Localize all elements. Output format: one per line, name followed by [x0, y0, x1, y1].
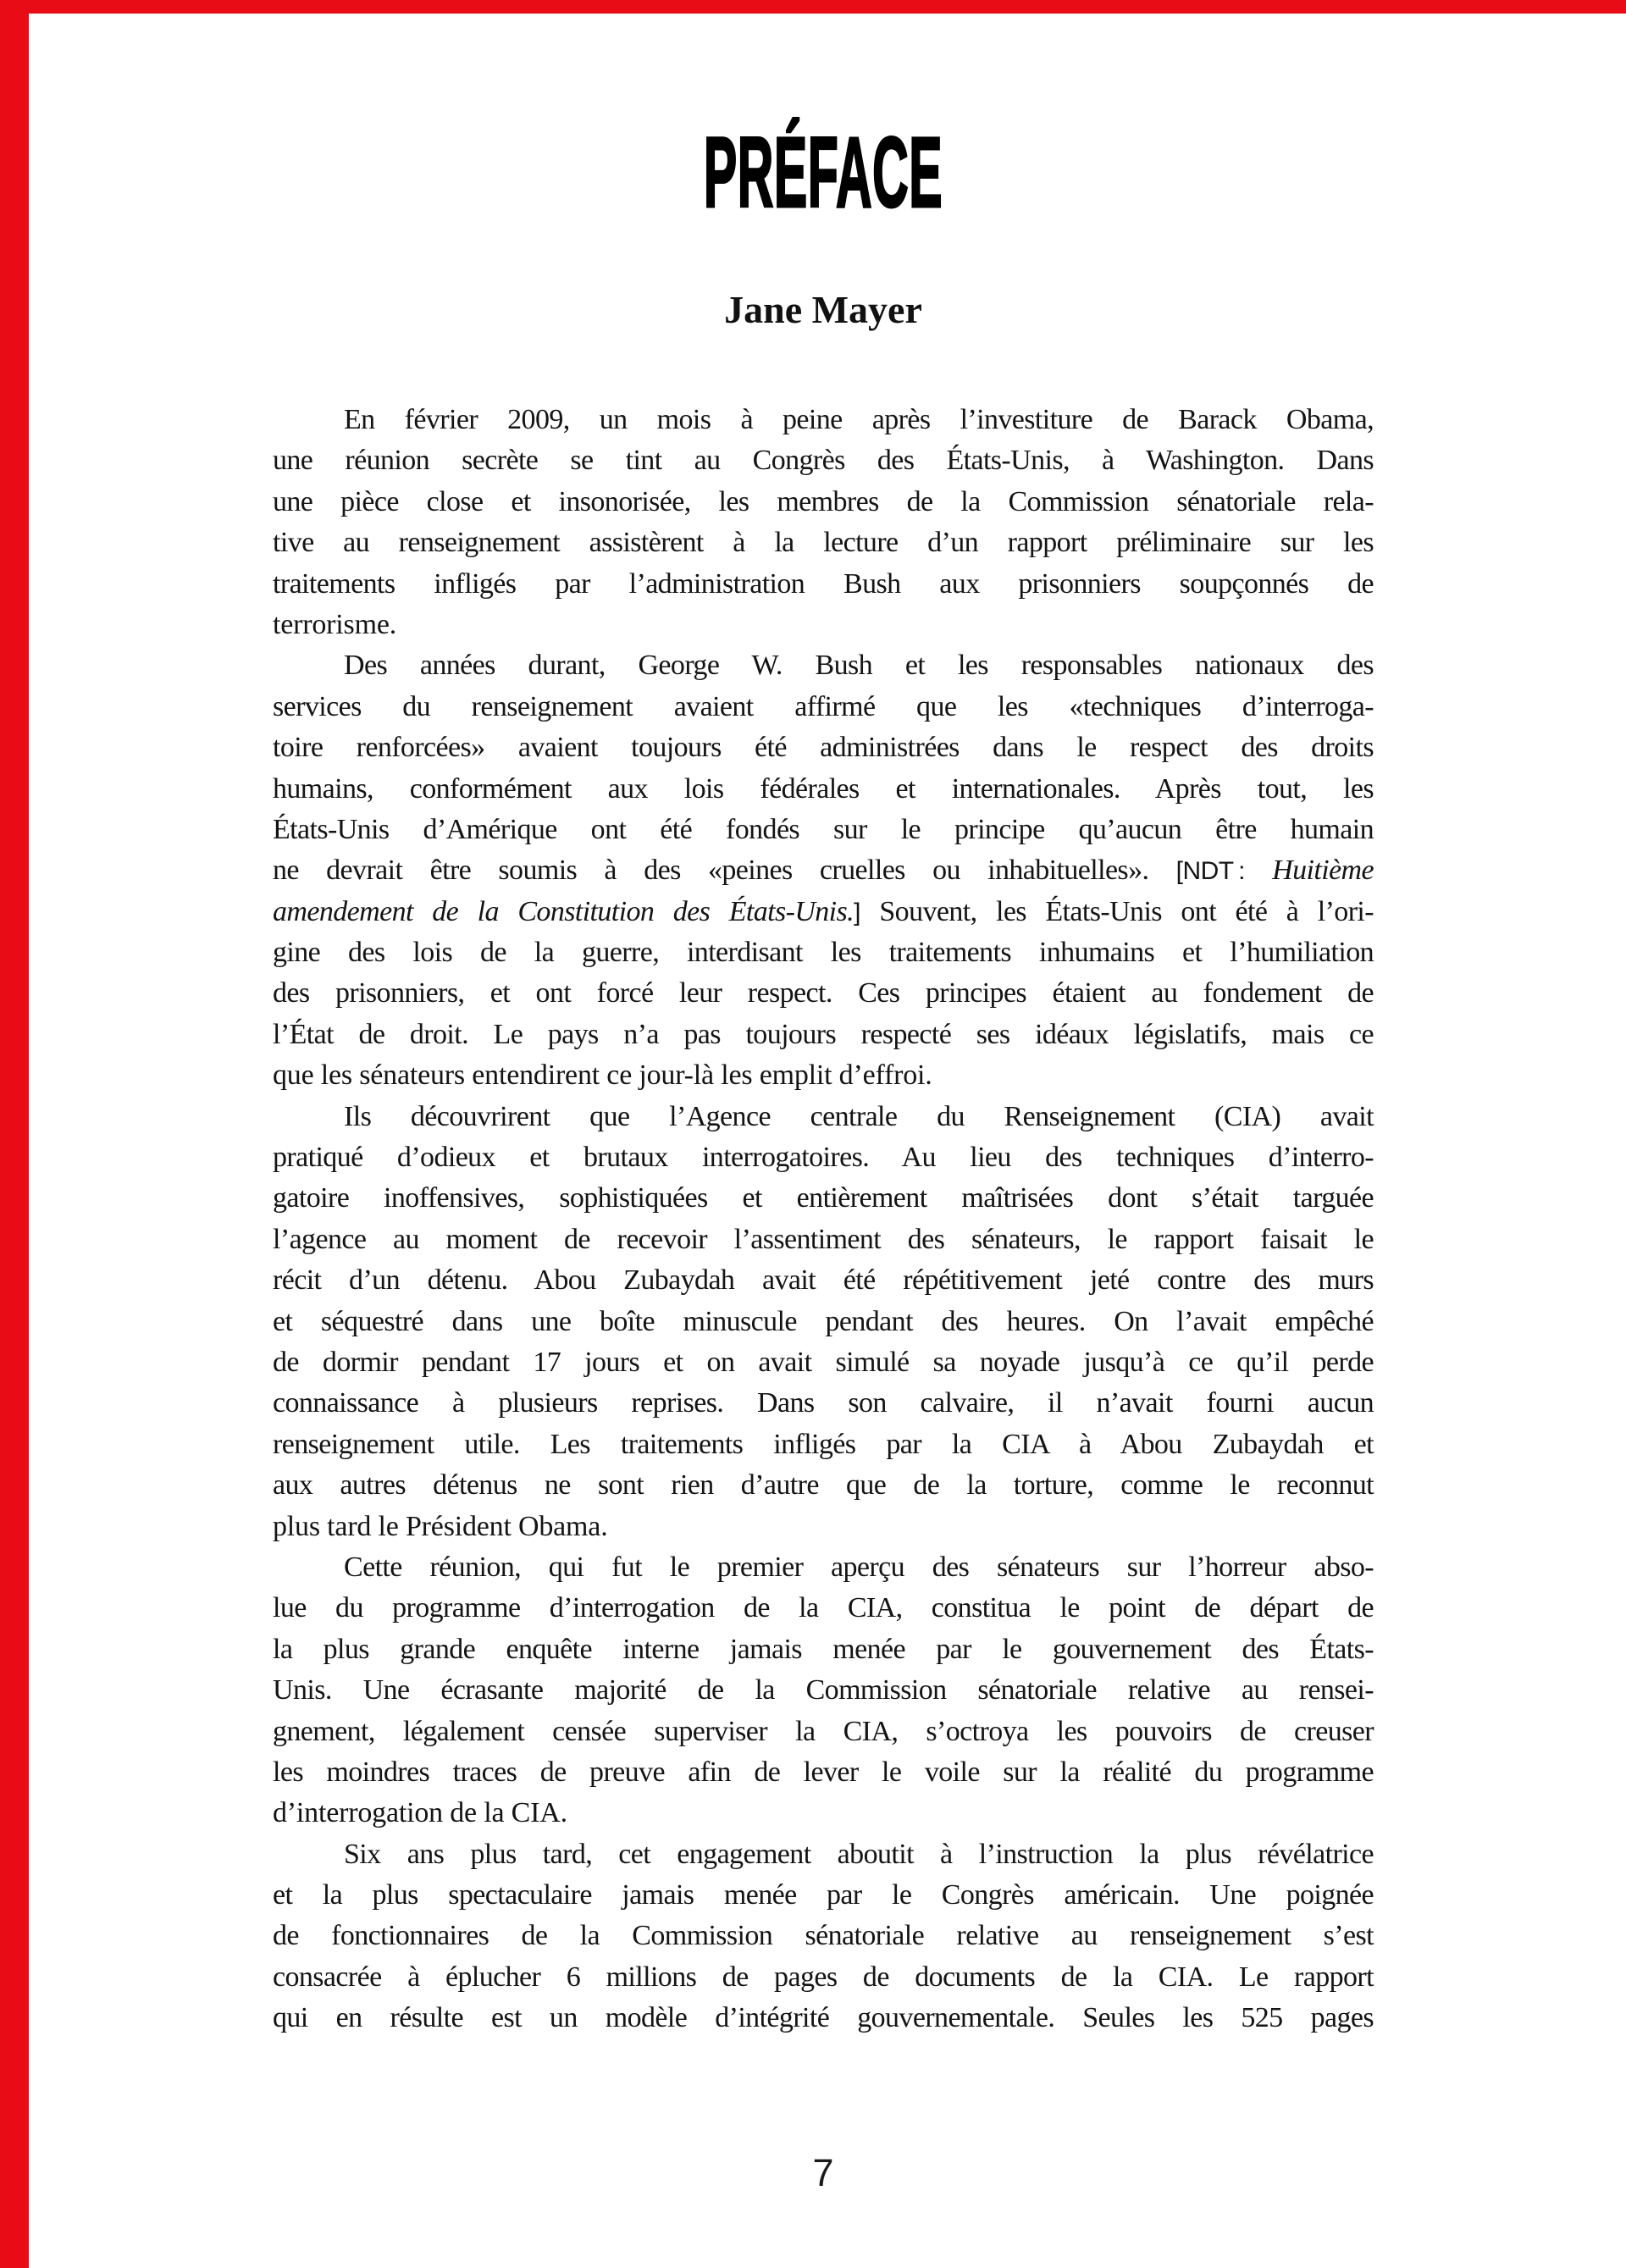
- text-segment: de dormir pendant 17 jours et on avait simulé sa noyade jusqu’à ce qu’il perde: [273, 1346, 1374, 1378]
- text-line: [273, 1178, 1374, 1219]
- text-line: [273, 482, 1374, 523]
- text-line: [273, 1834, 1374, 1875]
- paragraph: [273, 400, 1374, 645]
- text-line: [273, 1055, 1374, 1096]
- text-segment: Des années durant, George W. Bush et les responsables nationaux des: [344, 650, 1374, 682]
- text-segment: récit d’un détenu. Abou Zubaydah avait été répétitivement jeté contre des murs: [273, 1264, 1374, 1297]
- text-segment: la plus grande enquête interne jamais menée par le gouvernement des États-: [273, 1633, 1374, 1665]
- text-segment: gatoire inoffensives, sophistiquées et entièrement maîtrisées dont s’était targuée: [273, 1182, 1374, 1214]
- text-segment: Souvent, les États-Unis ont été à l’ori-: [860, 895, 1374, 927]
- text-line: [273, 1302, 1374, 1342]
- translator-note-marker: ]: [854, 898, 860, 927]
- page-number: 7: [812, 2151, 834, 2194]
- text-segment: les moindres traces de preuve afin de lever le voile sur la réalité du programme: [273, 1756, 1374, 1788]
- book-edge-left: [0, 0, 29, 2268]
- text-line: [273, 892, 1374, 932]
- text-line: [273, 850, 1374, 891]
- text-line: [273, 1916, 1374, 1956]
- text-line: [273, 1260, 1374, 1301]
- text-segment: Six ans plus tard, cet engagement aboutit à l’instruction la plus révélatrice: [344, 1838, 1374, 1870]
- text-segment: toire renforcées» avaient toujours été administrées dans le respect des droits: [273, 732, 1374, 764]
- text-line: [273, 1424, 1374, 1465]
- body-text: [273, 400, 1374, 2039]
- text-line: [273, 1507, 1374, 1547]
- text-segment: humains, conformément aux lois fédérales et internationales. Après tout, les: [273, 772, 1374, 805]
- text-segment: tive au renseignement assistèrent à la lecture d’un rapport préliminaire sur les: [273, 527, 1374, 559]
- text-line: [273, 605, 1374, 645]
- translator-note-marker: [NDT :: [1175, 857, 1273, 886]
- text-segment: l’agence au moment de recevoir l’assentiment des sénateurs, le rapport faisait le: [273, 1223, 1374, 1255]
- text-line: [273, 973, 1374, 1014]
- text-line: [273, 440, 1374, 481]
- chapter-title: PRÉFACE: [703, 117, 943, 229]
- text-segment: l’État de droit. Le pays n’a pas toujours respecté ses idéaux législatifs, mais ce: [273, 1018, 1374, 1050]
- paragraph: [273, 1547, 1374, 1834]
- text-line: [273, 1383, 1374, 1424]
- book-edge-top: [0, 0, 1626, 14]
- text-segment: traitements infligés par l’administration Bush aux prisonniers soupçonnés de: [273, 567, 1374, 600]
- text-line: [273, 1220, 1374, 1260]
- translator-note-italic: amendement de la Constitution des États-Unis.: [273, 895, 854, 927]
- text-line: [273, 1137, 1374, 1178]
- text-segment: pratiqué d’odieux et brutaux interrogatoires. Au lieu des techniques d’interro-: [273, 1142, 1374, 1174]
- paragraph: [273, 645, 1374, 1096]
- text-line: [273, 1670, 1374, 1711]
- text-line: [273, 1629, 1374, 1670]
- text-line: [273, 1998, 1374, 2038]
- text-segment: services du renseignement avaient affirmé que les «techniques d’interroga-: [273, 690, 1374, 722]
- text-line: [273, 1793, 1374, 1834]
- text-segment: gnement, légalement censée superviser la CIA, s’octroya les pouvoirs de creuser: [273, 1715, 1374, 1747]
- text-segment: que les sénateurs entendirent ce jour-là les emplit d’effroi.: [273, 1059, 932, 1092]
- text-line: [273, 1752, 1374, 1793]
- text-line: [273, 400, 1374, 440]
- text-segment: Unis. Une écrasante majorité de la Commission sénatoriale relative au rensei-: [273, 1674, 1374, 1707]
- text-segment: Cette réunion, qui fut le premier aperçu des sénateurs sur l’horreur abso-: [344, 1551, 1374, 1583]
- text-line: [273, 1588, 1374, 1629]
- text-line: [273, 769, 1374, 810]
- text-line: [273, 1342, 1374, 1383]
- text-line: [273, 645, 1374, 686]
- text-segment: terrorisme.: [273, 608, 397, 640]
- text-segment: aux autres détenus ne sont rien d’autre que de la torture, comme le reconnut: [273, 1469, 1374, 1502]
- author-name: Jane Mayer: [724, 288, 922, 331]
- paragraph: [273, 1834, 1374, 2039]
- text-line: [273, 1465, 1374, 1506]
- text-line: [273, 687, 1374, 727]
- text-line: [273, 523, 1374, 563]
- text-segment: gine des lois de la guerre, interdisant les traitements inhumains et l’humiliation: [273, 937, 1374, 969]
- text-segment: consacrée à éplucher 6 millions de pages de documents de la CIA. Le rapport: [273, 1961, 1374, 1993]
- text-segment: et la plus spectaculaire jamais menée par le Congrès américain. Une poignée: [273, 1879, 1374, 1911]
- text-line: [273, 1875, 1374, 1916]
- translator-note-italic: Huitième: [1272, 855, 1374, 887]
- text-segment: des prisonniers, et ont forcé leur respect. Ces principes étaient au fondement de: [273, 977, 1374, 1010]
- text-line: [273, 1097, 1374, 1137]
- text-segment: En février 2009, un mois à peine après l’investiture de Barack Obama,: [344, 404, 1374, 435]
- text-segment: ne devrait être soumis à des «peines cruelles ou inhabituelles».: [273, 855, 1176, 887]
- text-segment: renseignement utile. Les traitements infligés par la CIA à Abou Zubaydah et: [273, 1428, 1374, 1460]
- text-segment: d’interrogation de la CIA.: [273, 1797, 567, 1829]
- text-segment: et séquestré dans une boîte minuscule pendant des heures. On l’avait empêché: [273, 1305, 1374, 1337]
- text-line: [273, 564, 1374, 605]
- text-line: [273, 1547, 1374, 1588]
- text-segment: une réunion secrète se tint au Congrès des États-Unis, à Washington. Dans: [273, 445, 1374, 477]
- text-line: [273, 1712, 1374, 1752]
- text-segment: plus tard le Président Obama.: [273, 1510, 608, 1542]
- text-segment: Ils découvrirent que l’Agence centrale du Renseignement (CIA) avait: [344, 1100, 1374, 1132]
- text-line: [273, 810, 1374, 850]
- text-segment: une pièce close et insonorisée, les membres de la Commission sénatoriale rela-: [273, 485, 1374, 517]
- text-line: [273, 932, 1374, 973]
- text-line: [273, 727, 1374, 768]
- text-segment: États-Unis d’Amérique ont été fondés sur le principe qu’aucun être humain: [273, 813, 1374, 845]
- paragraph: [273, 1097, 1374, 1547]
- text-segment: qui en résulte est un modèle d’intégrité gouvernementale. Seules les 525 pages: [273, 2002, 1374, 2034]
- text-line: [273, 1015, 1374, 1055]
- text-segment: de fonctionnaires de la Commission sénatoriale relative au renseignement s’est: [273, 1920, 1374, 1952]
- text-segment: connaissance à plusieurs reprises. Dans son calvaire, il n’avait fourni aucun: [273, 1387, 1374, 1419]
- text-line: [273, 1957, 1374, 1998]
- text-segment: lue du programme d’interrogation de la CIA, constitua le point de départ de: [273, 1592, 1374, 1624]
